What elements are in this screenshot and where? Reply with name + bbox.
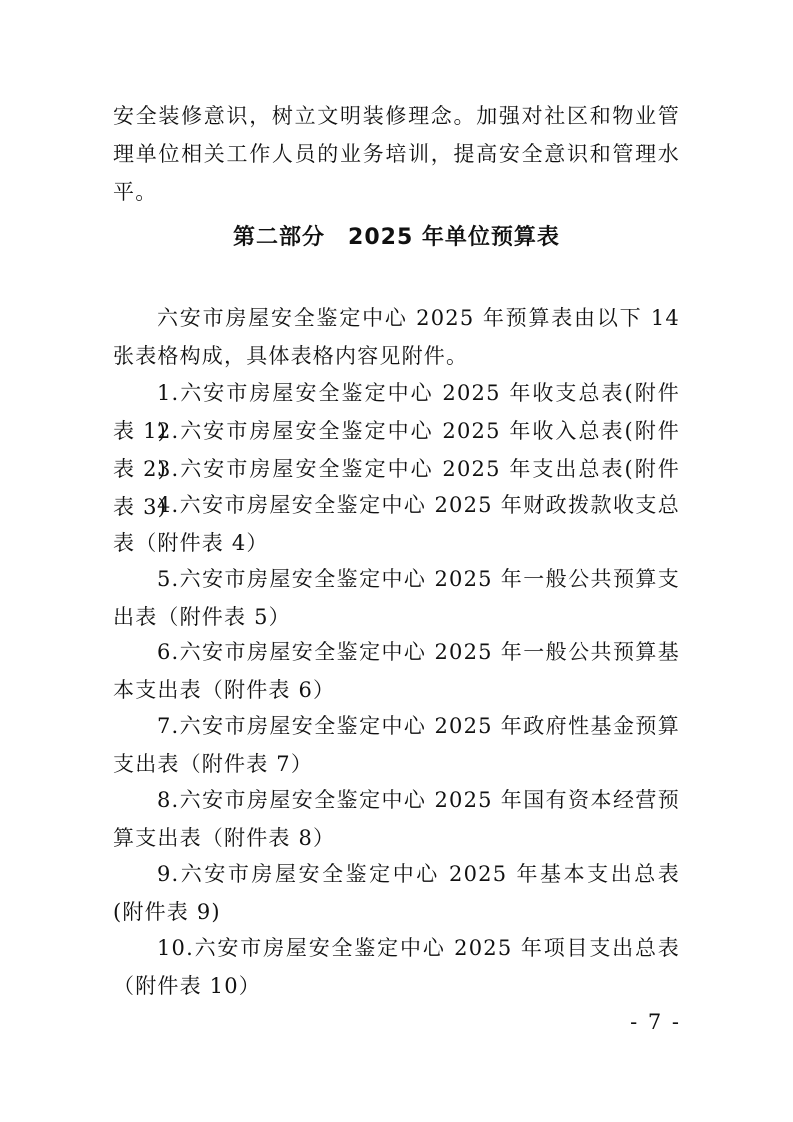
section-heading: 第二部分 2025 年单位预算表: [233, 225, 560, 250]
lead-paragraph: 六安市房屋安全鉴定中心 2025 年预算表由以下 14 张表格构成，具体表格内容见附件。: [113, 306, 680, 368]
intro-paragraph: 安全装修意识，树立文明装修理念。加强对社区和物业管理单位相关工作人员的业务培训，提高安全意识和管理水平。: [113, 104, 680, 204]
list-item: 2.六安市房屋安全鉴定中心 2025 年收入总表(附件表 2): [113, 419, 680, 481]
list-item: 8.六安市房屋安全鉴定中心 2025 年国有资本经营预算支出表（附件表 8）: [113, 788, 680, 850]
list-item: 4.六安市房屋安全鉴定中心 2025 年财政拨款收支总表（附件表 4）: [113, 493, 680, 555]
list-item: 9.六安市房屋安全鉴定中心 2025 年基本支出总表(附件表 9): [113, 862, 680, 924]
list-item: 3.六安市房屋安全鉴定中心 2025 年支出总表(附件表 3): [113, 457, 680, 519]
page-number: - 7 -: [630, 1010, 681, 1034]
list-item: 1.六安市房屋安全鉴定中心 2025 年收支总表(附件表 1): [113, 381, 680, 443]
list-item: 6.六安市房屋安全鉴定中心 2025 年一般公共预算基本支出表（附件表 6）: [113, 640, 680, 702]
list-item: 7.六安市房屋安全鉴定中心 2025 年政府性基金预算支出表（附件表 7）: [113, 714, 680, 776]
list-item: 10.六安市房屋安全鉴定中心 2025 年项目支出总表（附件表 10）: [113, 936, 680, 998]
list-item: 5.六安市房屋安全鉴定中心 2025 年一般公共预算支出表（附件表 5）: [113, 567, 680, 629]
